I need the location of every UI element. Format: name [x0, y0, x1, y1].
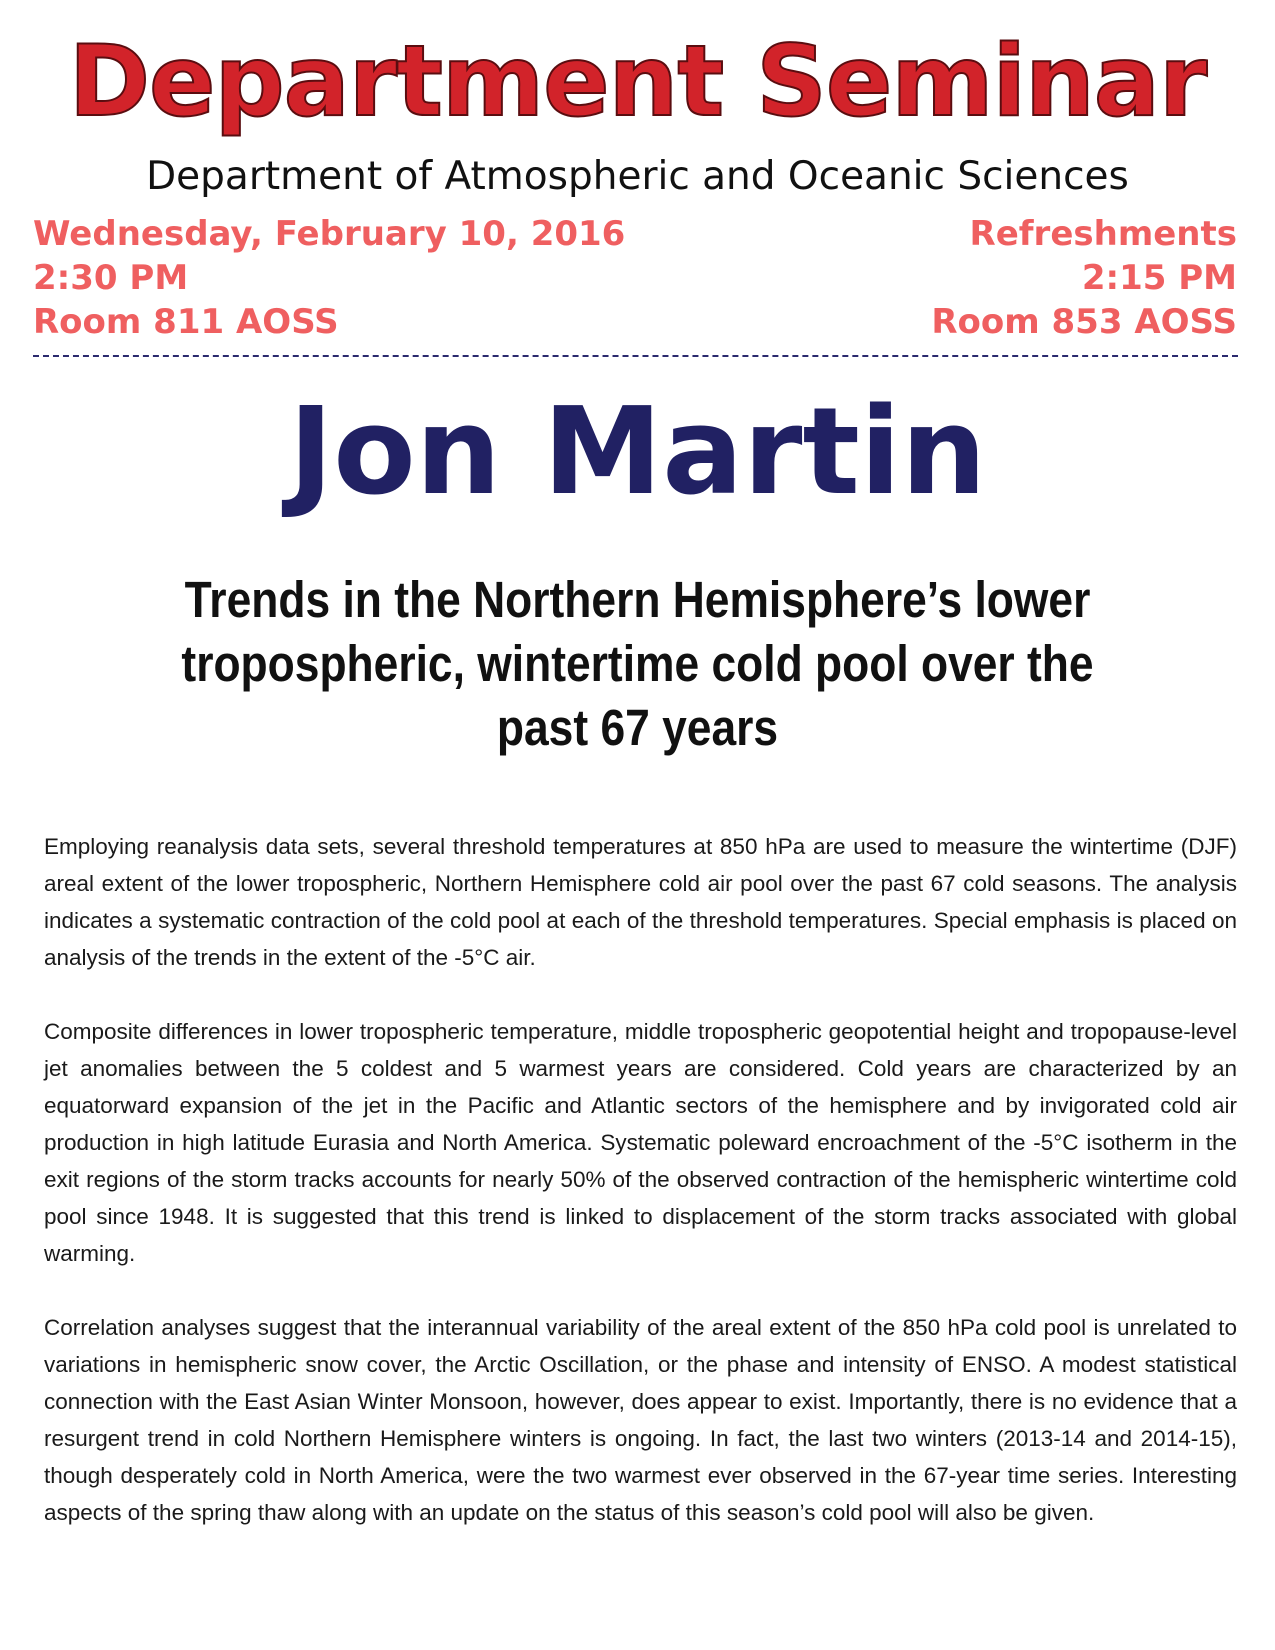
abstract-paragraph: Employing reanalysis data sets, several threshold temperatures at 850 hPa are used to measure the wintertime (DJF) areal extent of the lower tropospheric, Northern Hemisphere cold air pool over the past 67 cold seasons. The analysis indicates a systematic contraction of the cold pool at each of the threshold temperatures. Special emphasis is placed on analysis of the trends in the extent of the -5°C air.	[44, 834, 1237, 970]
seminar-date: Wednesday, February 10, 2016	[33, 214, 626, 254]
refreshments-label: Refreshments	[969, 214, 1237, 254]
refreshments-time: 2:15 PM	[1081, 258, 1237, 298]
abstract	[44, 828, 1237, 1568]
abstract-paragraph: Correlation analyses suggest that the interannual variability of the areal extent of the 850 hPa cold pool is unrelated to variations in hemispheric snow cover, the Arctic Oscillation, or the phase and intensity of ENSO. A modest statistical connection with the East Asian Winter Monsoon, however, does appear to exist. Importantly, there is no evidence that a resurgent trend in cold Northern Hemisphere winters is ongoing. In fact, the last two winters (2013-14 and 2014-15), though desperately cold in North America, were the two warmest ever observed in the 67-year time series. Interesting aspects of the spring thaw along with an update on the status of this season’s cold pool will also be given.	[44, 1315, 1237, 1525]
department-name: Department of Atmospheric and Oceanic Sciences	[146, 154, 1129, 199]
talk-title: Trends in the Northern Hemisphere’s lower tropospheric, wintertime cold pool over the past 67 years	[181, 571, 1094, 756]
speaker-name: Jon Martin	[288, 383, 987, 522]
refreshments-room: Room 853 AOSS	[931, 302, 1237, 342]
refreshments-details	[931, 212, 1237, 344]
seminar-room: Room 811 AOSS	[33, 302, 339, 342]
flyer-heading: Department Seminar	[68, 25, 1207, 139]
seminar-time: 2:30 PM	[33, 258, 189, 298]
dashed-divider	[33, 355, 1238, 357]
abstract-paragraph: Composite differences in lower tropospheric temperature, middle tropospheric geopotential height and tropopause-level jet anomalies between the 5 coldest and 5 warmest years are considered. Cold years are characterized by an equatorward expansion of the jet in the Pacific and Atlantic sectors of the hemisphere and by invigorated cold air production in high latitude Eurasia and North America. Systematic poleward encroachment of the -5°C isotherm in the exit regions of the storm tracks accounts for nearly 50% of the observed contraction of the hemispheric wintertime cold pool since 1948. It is suggested that this trend is linked to displacement of the storm tracks associated with global warming.	[44, 1019, 1237, 1266]
seminar-details	[33, 212, 625, 344]
